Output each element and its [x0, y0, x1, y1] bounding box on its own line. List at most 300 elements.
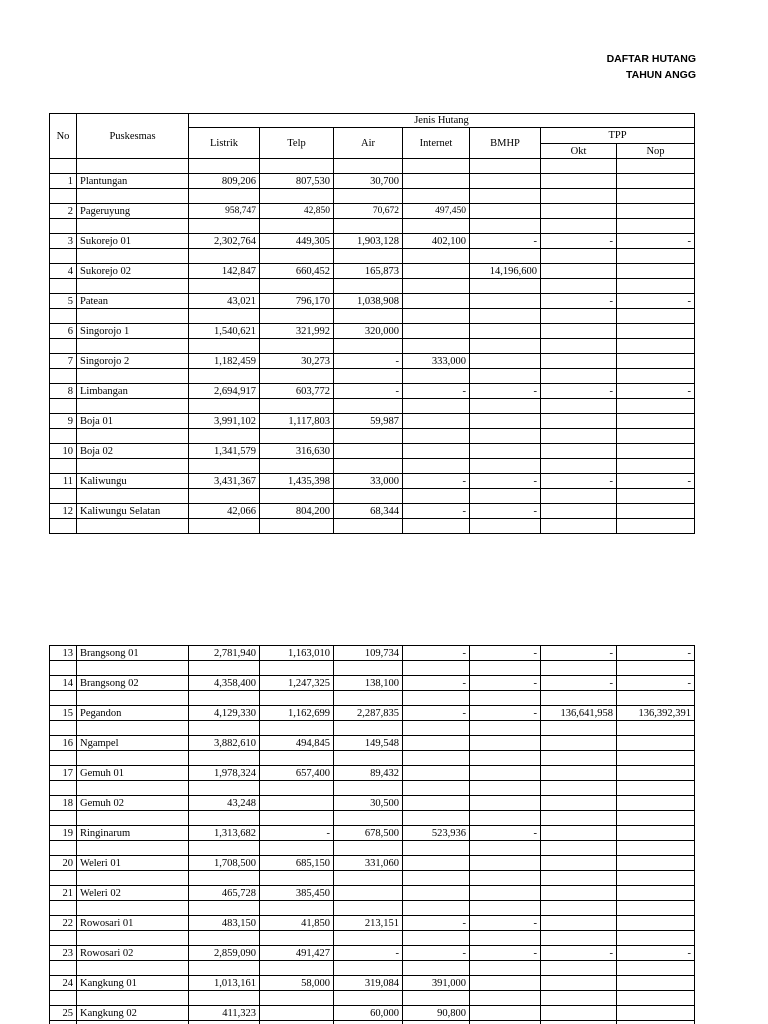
row-number: 18 — [50, 796, 77, 811]
cell-internet — [403, 736, 470, 751]
spacer-cell — [77, 309, 189, 324]
cell-air: 70,672 — [334, 204, 403, 219]
spacer-cell — [617, 991, 695, 1006]
spacer-cell — [470, 489, 541, 504]
cell-nop — [617, 354, 695, 369]
spacer-row — [50, 841, 695, 856]
spacer-cell — [50, 519, 77, 534]
spacer-row — [50, 871, 695, 886]
spacer-cell — [77, 691, 189, 706]
spacer-cell — [189, 189, 260, 204]
spacer-cell — [260, 781, 334, 796]
spacer-cell — [541, 931, 617, 946]
spacer-cell — [260, 811, 334, 826]
cell-listrik: 1,182,459 — [189, 354, 260, 369]
cell-okt — [541, 204, 617, 219]
cell-telp: 41,850 — [260, 916, 334, 931]
spacer-cell — [541, 369, 617, 384]
spacer-cell — [403, 189, 470, 204]
header-bmhp: BMHP — [470, 128, 541, 159]
spacer-cell — [334, 691, 403, 706]
spacer-cell — [617, 309, 695, 324]
spacer-cell — [50, 219, 77, 234]
cell-listrik: 3,431,367 — [189, 474, 260, 489]
cell-internet: - — [403, 916, 470, 931]
cell-listrik: 4,129,330 — [189, 706, 260, 721]
spacer-cell — [403, 399, 470, 414]
cell-air: 30,700 — [334, 174, 403, 189]
spacer-cell — [403, 901, 470, 916]
spacer-cell — [334, 871, 403, 886]
spacer-cell — [334, 489, 403, 504]
spacer-cell — [617, 661, 695, 676]
spacer-cell — [260, 519, 334, 534]
cell-okt — [541, 886, 617, 901]
cell-bmhp — [470, 354, 541, 369]
spacer-cell — [541, 459, 617, 474]
table-row — [50, 736, 695, 751]
cell-listrik: 2,859,090 — [189, 946, 260, 961]
spacer-cell — [77, 991, 189, 1006]
cell-air: 1,903,128 — [334, 234, 403, 249]
spacer-cell — [403, 429, 470, 444]
spacer-cell — [50, 781, 77, 796]
spacer-cell — [77, 841, 189, 856]
cell-telp: 1,163,010 — [260, 646, 334, 661]
spacer-cell — [617, 369, 695, 384]
spacer-row — [50, 721, 695, 736]
cell-internet — [403, 264, 470, 279]
spacer-cell — [189, 369, 260, 384]
cell-air: 138,100 — [334, 676, 403, 691]
spacer-cell — [189, 219, 260, 234]
spacer-cell — [189, 721, 260, 736]
spacer-row — [50, 189, 695, 204]
table-row — [50, 646, 695, 661]
spacer-cell — [617, 931, 695, 946]
table-row — [50, 766, 695, 781]
row-number: 22 — [50, 916, 77, 931]
cell-nop: - — [617, 384, 695, 399]
puskesmas-name: Plantungan — [77, 174, 189, 189]
row-number: 8 — [50, 384, 77, 399]
spacer-row — [50, 459, 695, 474]
table-row — [50, 676, 695, 691]
cell-internet: 523,936 — [403, 826, 470, 841]
puskesmas-name: Brangsong 01 — [77, 646, 189, 661]
row-number: 10 — [50, 444, 77, 459]
spacer-row — [50, 961, 695, 976]
row-number: 4 — [50, 264, 77, 279]
cell-telp: 1,162,699 — [260, 706, 334, 721]
spacer-cell — [260, 429, 334, 444]
spacer-cell — [470, 751, 541, 766]
table-row — [50, 204, 695, 219]
spacer-cell — [541, 661, 617, 676]
cell-internet: - — [403, 676, 470, 691]
cell-nop: - — [617, 946, 695, 961]
spacer-cell — [334, 309, 403, 324]
spacer-row — [50, 369, 695, 384]
debt-table-top — [49, 113, 695, 534]
spacer-cell — [617, 1021, 695, 1024]
spacer-cell — [260, 369, 334, 384]
spacer-cell — [541, 399, 617, 414]
cell-okt: - — [541, 946, 617, 961]
puskesmas-name: Kaliwungu Selatan — [77, 504, 189, 519]
spacer-cell — [541, 811, 617, 826]
cell-internet — [403, 324, 470, 339]
spacer-cell — [189, 751, 260, 766]
spacer-cell — [189, 1021, 260, 1024]
cell-internet: - — [403, 946, 470, 961]
cell-okt: - — [541, 294, 617, 309]
header-listrik: Listrik — [189, 128, 260, 159]
spacer-cell — [50, 751, 77, 766]
spacer-row — [50, 399, 695, 414]
cell-air — [334, 444, 403, 459]
cell-air: - — [334, 384, 403, 399]
spacer-cell — [403, 459, 470, 474]
cell-listrik: 1,013,161 — [189, 976, 260, 991]
spacer-cell — [541, 691, 617, 706]
spacer-cell — [617, 279, 695, 294]
spacer-cell — [77, 519, 189, 534]
spacer-row — [50, 309, 695, 324]
cell-listrik: 411,323 — [189, 1006, 260, 1021]
spacer-cell — [77, 399, 189, 414]
cell-bmhp: - — [470, 946, 541, 961]
cell-okt — [541, 174, 617, 189]
cell-listrik: 4,358,400 — [189, 676, 260, 691]
cell-air: 59,987 — [334, 414, 403, 429]
cell-nop — [617, 264, 695, 279]
spacer-cell — [189, 661, 260, 676]
spacer-cell — [189, 429, 260, 444]
puskesmas-name: Limbangan — [77, 384, 189, 399]
spacer-cell — [77, 751, 189, 766]
spacer-cell — [260, 901, 334, 916]
row-number: 11 — [50, 474, 77, 489]
cell-air: 149,548 — [334, 736, 403, 751]
cell-okt — [541, 414, 617, 429]
spacer-cell — [617, 459, 695, 474]
cell-bmhp: - — [470, 384, 541, 399]
spacer-cell — [541, 519, 617, 534]
table-row — [50, 474, 695, 489]
cell-nop: - — [617, 234, 695, 249]
spacer-cell — [260, 219, 334, 234]
spacer-cell — [403, 781, 470, 796]
spacer-cell — [541, 429, 617, 444]
document-title: DAFTAR HUTANG — [606, 53, 696, 65]
spacer-cell — [403, 369, 470, 384]
spacer-row — [50, 249, 695, 264]
cell-nop — [617, 796, 695, 811]
cell-bmhp: 14,196,600 — [470, 264, 541, 279]
cell-air: 213,151 — [334, 916, 403, 931]
spacer-cell — [189, 991, 260, 1006]
spacer-cell — [334, 931, 403, 946]
cell-bmhp — [470, 414, 541, 429]
cell-nop — [617, 204, 695, 219]
debt-table-bottom — [49, 645, 695, 1024]
spacer-cell — [189, 901, 260, 916]
cell-internet: 391,000 — [403, 976, 470, 991]
spacer-cell — [541, 489, 617, 504]
spacer-cell — [617, 961, 695, 976]
spacer-cell — [189, 871, 260, 886]
spacer-cell — [77, 279, 189, 294]
spacer-cell — [334, 841, 403, 856]
spacer-cell — [260, 931, 334, 946]
spacer-cell — [77, 661, 189, 676]
spacer-row — [50, 901, 695, 916]
spacer-cell — [334, 781, 403, 796]
spacer-cell — [50, 459, 77, 474]
cell-internet: - — [403, 474, 470, 489]
spacer-cell — [50, 339, 77, 354]
spacer-cell — [77, 1021, 189, 1024]
cell-bmhp — [470, 796, 541, 811]
cell-listrik: 142,847 — [189, 264, 260, 279]
table-row — [50, 706, 695, 721]
cell-bmhp: - — [470, 646, 541, 661]
cell-bmhp: - — [470, 234, 541, 249]
spacer-cell — [470, 459, 541, 474]
cell-bmhp — [470, 174, 541, 189]
spacer-cell — [334, 249, 403, 264]
cell-telp: 807,530 — [260, 174, 334, 189]
spacer-cell — [617, 489, 695, 504]
spacer-cell — [260, 159, 334, 174]
cell-telp: 30,273 — [260, 354, 334, 369]
puskesmas-name: Boja 01 — [77, 414, 189, 429]
cell-okt — [541, 444, 617, 459]
cell-listrik: 3,991,102 — [189, 414, 260, 429]
spacer-cell — [470, 661, 541, 676]
cell-bmhp — [470, 976, 541, 991]
cell-air: 165,873 — [334, 264, 403, 279]
spacer-cell — [50, 871, 77, 886]
cell-okt: - — [541, 384, 617, 399]
spacer-cell — [50, 691, 77, 706]
cell-listrik: 43,248 — [189, 796, 260, 811]
spacer-cell — [334, 961, 403, 976]
cell-nop — [617, 736, 695, 751]
spacer-cell — [50, 399, 77, 414]
puskesmas-name: Rowosari 02 — [77, 946, 189, 961]
cell-nop: - — [617, 646, 695, 661]
spacer-cell — [403, 841, 470, 856]
spacer-cell — [617, 721, 695, 736]
puskesmas-name: Pegandon — [77, 706, 189, 721]
table-row — [50, 946, 695, 961]
spacer-cell — [470, 249, 541, 264]
spacer-cell — [403, 309, 470, 324]
puskesmas-name: Ngampel — [77, 736, 189, 751]
cell-bmhp: - — [470, 706, 541, 721]
spacer-cell — [334, 901, 403, 916]
spacer-cell — [403, 871, 470, 886]
cell-internet — [403, 294, 470, 309]
spacer-cell — [260, 279, 334, 294]
cell-listrik: 3,882,610 — [189, 736, 260, 751]
puskesmas-name: Singorojo 2 — [77, 354, 189, 369]
cell-okt — [541, 736, 617, 751]
cell-bmhp: - — [470, 676, 541, 691]
spacer-row — [50, 279, 695, 294]
spacer-cell — [617, 519, 695, 534]
spacer-row — [50, 159, 695, 174]
spacer-cell — [403, 751, 470, 766]
cell-nop — [617, 504, 695, 519]
puskesmas-name: Kangkung 02 — [77, 1006, 189, 1021]
spacer-cell — [470, 721, 541, 736]
cell-telp — [260, 796, 334, 811]
cell-nop — [617, 174, 695, 189]
cell-air — [334, 886, 403, 901]
spacer-cell — [541, 159, 617, 174]
spacer-cell — [77, 871, 189, 886]
row-number: 21 — [50, 886, 77, 901]
spacer-cell — [77, 429, 189, 444]
row-number: 2 — [50, 204, 77, 219]
spacer-cell — [470, 399, 541, 414]
cell-telp: 321,992 — [260, 324, 334, 339]
spacer-cell — [189, 339, 260, 354]
spacer-cell — [470, 1021, 541, 1024]
header-okt: Okt — [541, 144, 617, 159]
spacer-cell — [617, 901, 695, 916]
spacer-cell — [77, 219, 189, 234]
cell-listrik: 1,540,621 — [189, 324, 260, 339]
spacer-cell — [50, 279, 77, 294]
puskesmas-name: Gemuh 02 — [77, 796, 189, 811]
cell-internet — [403, 174, 470, 189]
row-number: 9 — [50, 414, 77, 429]
spacer-cell — [260, 399, 334, 414]
cell-listrik: 483,150 — [189, 916, 260, 931]
row-number: 19 — [50, 826, 77, 841]
cell-internet — [403, 796, 470, 811]
table-row — [50, 174, 695, 189]
cell-okt — [541, 856, 617, 871]
spacer-cell — [260, 189, 334, 204]
cell-bmhp: - — [470, 826, 541, 841]
cell-listrik: 2,781,940 — [189, 646, 260, 661]
puskesmas-name: Ringinarum — [77, 826, 189, 841]
cell-okt: - — [541, 676, 617, 691]
spacer-cell — [470, 691, 541, 706]
spacer-cell — [260, 691, 334, 706]
spacer-cell — [189, 961, 260, 976]
spacer-cell — [470, 931, 541, 946]
spacer-row — [50, 1021, 695, 1024]
row-number: 24 — [50, 976, 77, 991]
spacer-cell — [50, 369, 77, 384]
cell-telp: 657,400 — [260, 766, 334, 781]
header-no: No — [50, 114, 77, 159]
spacer-cell — [470, 991, 541, 1006]
spacer-cell — [617, 781, 695, 796]
spacer-cell — [541, 279, 617, 294]
spacer-row — [50, 519, 695, 534]
spacer-cell — [541, 1021, 617, 1024]
cell-listrik: 1,708,500 — [189, 856, 260, 871]
spacer-cell — [617, 871, 695, 886]
spacer-cell — [50, 721, 77, 736]
cell-air: 678,500 — [334, 826, 403, 841]
spacer-cell — [470, 279, 541, 294]
spacer-cell — [334, 429, 403, 444]
spacer-cell — [77, 369, 189, 384]
header-air: Air — [334, 128, 403, 159]
table-row — [50, 384, 695, 399]
spacer-cell — [189, 159, 260, 174]
puskesmas-name: Gemuh 01 — [77, 766, 189, 781]
puskesmas-name: Pageruyung — [77, 204, 189, 219]
spacer-cell — [403, 1021, 470, 1024]
row-number: 25 — [50, 1006, 77, 1021]
table-row — [50, 916, 695, 931]
cell-internet: - — [403, 384, 470, 399]
spacer-cell — [541, 219, 617, 234]
spacer-cell — [334, 459, 403, 474]
cell-listrik: 2,302,764 — [189, 234, 260, 249]
spacer-cell — [541, 781, 617, 796]
row-number: 20 — [50, 856, 77, 871]
spacer-cell — [77, 339, 189, 354]
cell-air: 60,000 — [334, 1006, 403, 1021]
spacer-cell — [189, 931, 260, 946]
spacer-cell — [470, 339, 541, 354]
spacer-cell — [403, 519, 470, 534]
puskesmas-name: Kaliwungu — [77, 474, 189, 489]
cell-bmhp: - — [470, 474, 541, 489]
spacer-row — [50, 429, 695, 444]
spacer-cell — [403, 691, 470, 706]
cell-bmhp — [470, 204, 541, 219]
table-row — [50, 354, 695, 369]
puskesmas-name: Singorojo 1 — [77, 324, 189, 339]
cell-telp: 58,000 — [260, 976, 334, 991]
puskesmas-name: Weleri 01 — [77, 856, 189, 871]
cell-air: 89,432 — [334, 766, 403, 781]
spacer-cell — [403, 721, 470, 736]
table-row — [50, 294, 695, 309]
cell-okt: - — [541, 646, 617, 661]
spacer-row — [50, 691, 695, 706]
spacer-cell — [470, 219, 541, 234]
table-row — [50, 976, 695, 991]
spacer-cell — [334, 1021, 403, 1024]
spacer-cell — [403, 489, 470, 504]
cell-internet — [403, 414, 470, 429]
cell-nop: - — [617, 676, 695, 691]
spacer-cell — [189, 489, 260, 504]
spacer-cell — [50, 901, 77, 916]
spacer-cell — [50, 841, 77, 856]
cell-bmhp — [470, 324, 541, 339]
spacer-cell — [470, 841, 541, 856]
cell-okt: - — [541, 474, 617, 489]
cell-air: 109,734 — [334, 646, 403, 661]
spacer-cell — [541, 189, 617, 204]
spacer-cell — [470, 159, 541, 174]
spacer-cell — [617, 811, 695, 826]
cell-telp — [260, 1006, 334, 1021]
